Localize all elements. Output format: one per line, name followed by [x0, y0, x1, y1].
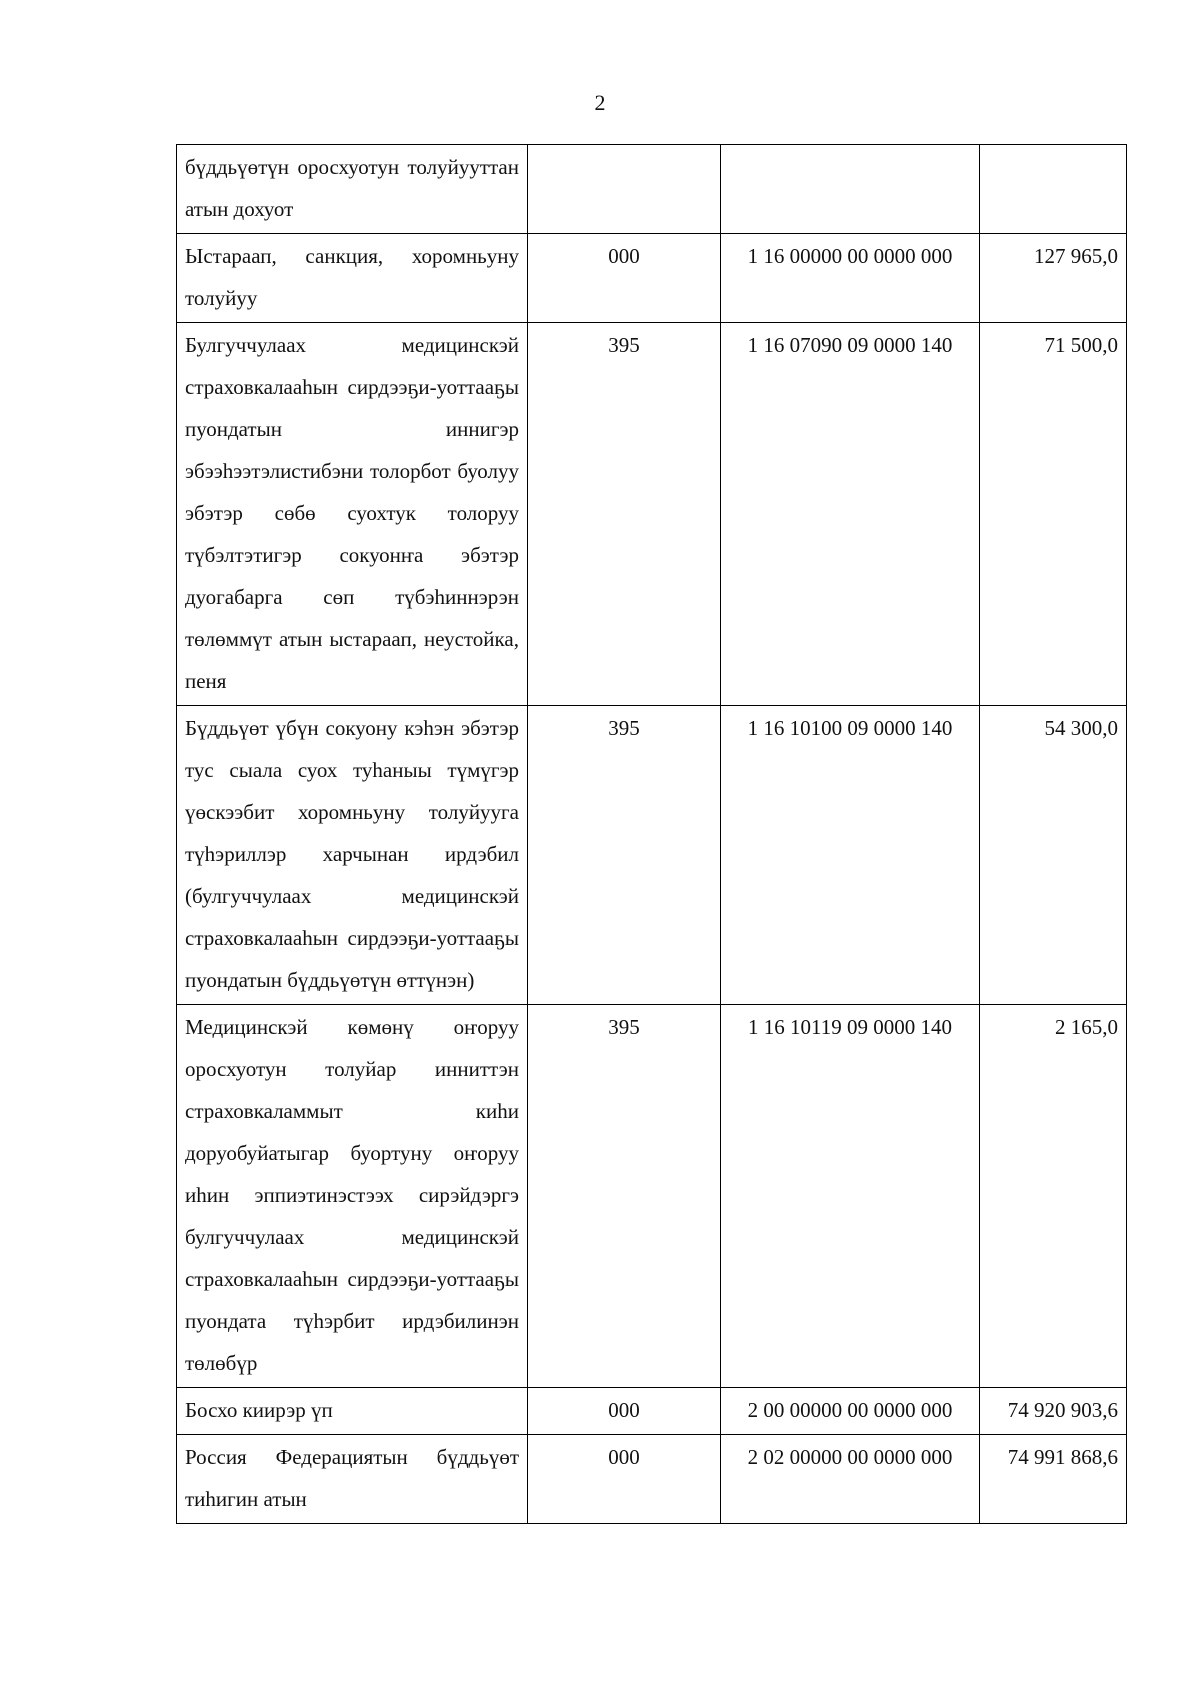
- revenue-description: Бүддьүөт үбүн сокуону кэһэн эбэтэр тус сыала суох туһаныы түмүгэр үөскээбит хоромньуну толуйууга түһэриллэр харчынан ирдэбил (булгуччулаах медицинскэй страховкалааһын сирдээҕи-уоттааҕы пуондатын бүддьүөтүн өттүнэн): [177, 706, 528, 1005]
- revenue-description: Россия Федерациятын бүддьүөт тиһигин атын: [177, 1435, 528, 1524]
- amount: 127 965,0: [980, 234, 1127, 323]
- table-row: [177, 1005, 1127, 1388]
- amount: 74 920 903,6: [980, 1388, 1127, 1435]
- admin-code: [528, 145, 721, 234]
- budget-classification-code: 2 00 00000 00 0000 000: [721, 1388, 980, 1435]
- table-row: [177, 1435, 1127, 1524]
- revenue-description: бүддьүөтүн оросхуотун толуйууттан атын дохуот: [177, 145, 528, 234]
- table-row: [177, 1388, 1127, 1435]
- budget-revenue-table: [176, 144, 1127, 1524]
- table-row: [177, 706, 1127, 1005]
- admin-code: 395: [528, 323, 721, 706]
- budget-classification-code: 1 16 00000 00 0000 000: [721, 234, 980, 323]
- admin-code: 395: [528, 1005, 721, 1388]
- admin-code: 000: [528, 1388, 721, 1435]
- table-row: [177, 323, 1127, 706]
- budget-classification-code: 1 16 10119 09 0000 140: [721, 1005, 980, 1388]
- admin-code: 395: [528, 706, 721, 1005]
- admin-code: 000: [528, 234, 721, 323]
- amount: 2 165,0: [980, 1005, 1127, 1388]
- amount: 74 991 868,6: [980, 1435, 1127, 1524]
- budget-classification-code: 1 16 10100 09 0000 140: [721, 706, 980, 1005]
- budget-classification-code: 1 16 07090 09 0000 140: [721, 323, 980, 706]
- revenue-description: Босхо киирэр үп: [177, 1388, 528, 1435]
- revenue-description: Медицинскэй көмөнү оҥоруу оросхуотун толуйар инниттэн страховкаламмыт киһи доруобуйатыгар буортуну оҥоруу иһин эппиэтинэстээх сирэйдэргэ булгуччулаах медицинскэй страховкалааһын сирдээҕи-уоттааҕы пуондата түһэрбит ирдэбилинэн төлөбүр: [177, 1005, 528, 1388]
- revenue-description: Ыстараап, санкция, хоромньуну толуйуу: [177, 234, 528, 323]
- amount: 71 500,0: [980, 323, 1127, 706]
- amount: 54 300,0: [980, 706, 1127, 1005]
- amount: [980, 145, 1127, 234]
- budget-classification-code: 2 02 00000 00 0000 000: [721, 1435, 980, 1524]
- table-row: [177, 234, 1127, 323]
- revenue-description: Булгуччулаах медицинскэй страховкалааһын сирдээҕи-уоттааҕы пуондатын иннигэр эбээһээтэлистибэни толорбот буолуу эбэтэр сөбө суохтук толоруу түбэлтэтигэр сокуонҥа эбэтэр дуогабарга сөп түбэһиннэрэн төлөммүт атын ыстараап, неустойка, пеня: [177, 323, 528, 706]
- table-row: [177, 145, 1127, 234]
- page-number: 2: [594, 90, 606, 115]
- budget-classification-code: [721, 145, 980, 234]
- admin-code: 000: [528, 1435, 721, 1524]
